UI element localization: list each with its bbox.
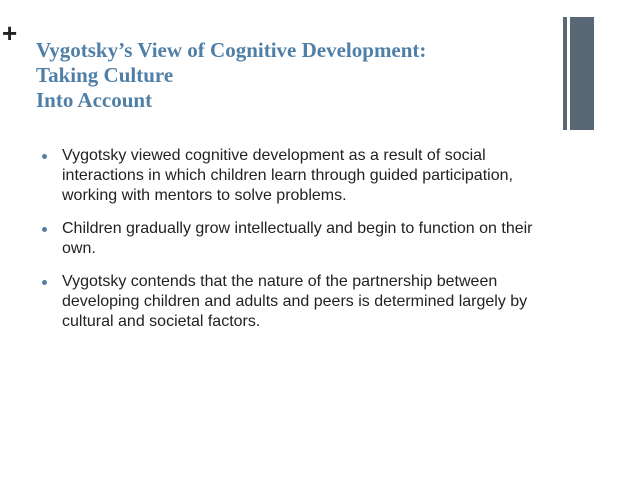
accent-bar-thick (570, 17, 594, 130)
bullet-list (40, 146, 560, 345)
bullet-text: Vygotsky viewed cognitive development as a result of social interactions in which children learn through guided participation, working with mentors to solve problems. (62, 147, 513, 204)
bullet-text: Children gradually grow intellectually and begin to function on their own. (62, 220, 533, 257)
bullet-item (40, 272, 560, 332)
accent-bar-thin (563, 17, 567, 130)
title-line-2: Taking Culture (36, 63, 174, 87)
title-line-1: Vygotsky’s View of Cognitive Development: (36, 38, 427, 62)
bullet-item (40, 219, 560, 259)
plus-icon: + (2, 18, 18, 48)
bullet-dot-icon (42, 280, 47, 285)
bullet-dot-icon (42, 154, 47, 159)
bullet-item (40, 146, 560, 206)
slide-title (36, 38, 536, 113)
title-line-3: Into Account (36, 88, 153, 112)
bullet-dot-icon (42, 227, 47, 232)
bullet-text: Vygotsky contends that the nature of the partnership between developing children and adults and peers is determined largely by cultural and societal factors. (62, 273, 528, 330)
